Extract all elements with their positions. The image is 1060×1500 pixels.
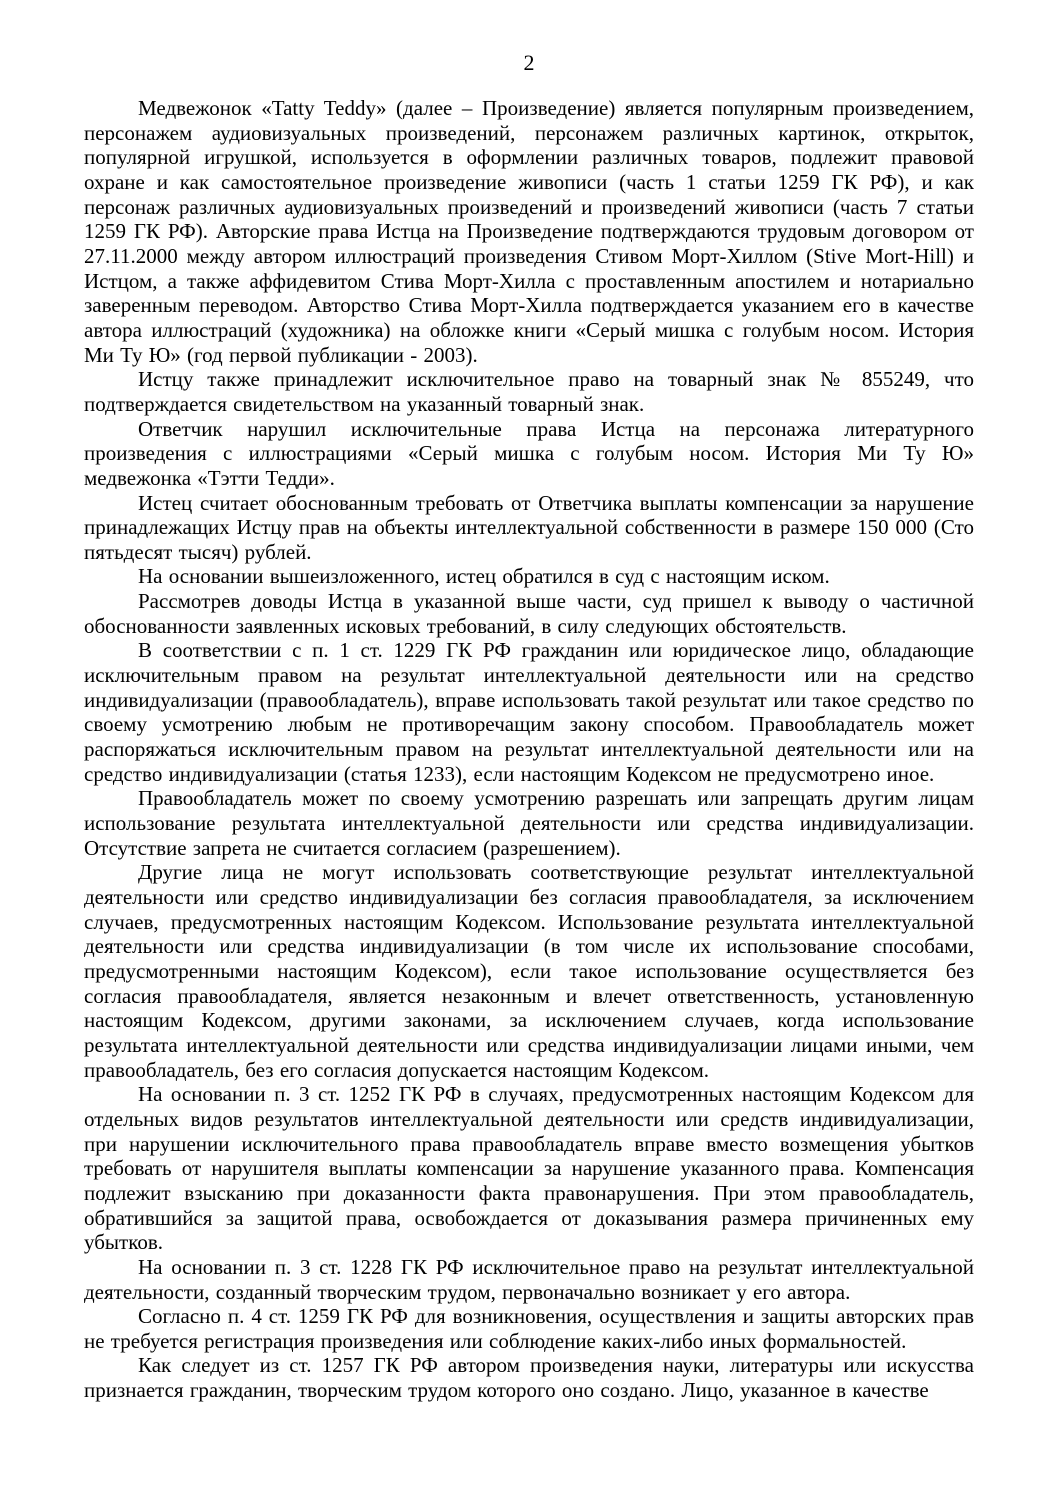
paragraph-lawsuit-filed: На основании вышеизложенного, истец обратился в суд с настоящим иском. bbox=[138, 564, 830, 589]
paragraph-intro-tatty-teddy: Медвежонок «Tatty Teddy» (далее – Произведение) является популярным произведением, персонажем аудиовизуальных произведений, персонажем различных картинок, открыток, популярной игрушкой, используется в оформлении различных товаров, подлежит правовой охране и как самостоятельное произведение живописи (часть 1 статьи 1259 ГК РФ), и как персонаж различных аудиовизуальных произведений и произведений живописи (часть 7 статьи 1259 ГК РФ). Авторские права Истца на Произведение подтверждаются трудовым договором от 27.11.2000 между автором иллюстраций произведения Стивом Морт-Хиллом (Stive Mort-Hill) и Истцом, а также аффидевитом Стива Морт-Хилла с проставленным апостилем и нотариально заверенным переводом. Авторство Стива Морт-Хилла подтверждается указанием его в качестве автора иллюстраций (художника) на обложке книги «Серый мишка с голубым носом. История Ми Ту Ю» (год первой публикации - 2003). bbox=[84, 96, 974, 367]
paragraph-art-1257: Как следует из ст. 1257 ГК РФ автором произведения науки, литературы или искусства признается гражданин, творческим трудом которого оно создано. Лицо, указанное в качестве bbox=[84, 1353, 974, 1403]
paragraph-art-1229: В соответствии с п. 1 ст. 1229 ГК РФ гражданин или юридическое лицо, обладающие исключительным правом на результат интеллектуальной деятельности или на средство индивидуализации (правообладатель), вправе использовать такой результат или такое средство по своему усмотрению любым не противоречащим закону способом. Правообладатель может распоряжаться исключительным правом на результат интеллектуальной деятельности или на средство индивидуализации (статья 1233), если настоящим Кодексом не предусмотрено иное. bbox=[84, 638, 974, 786]
paragraph-defendant-violation: Ответчик нарушил исключительные права Истца на персонажа литературного произведения с иллюстрациями «Серый мишка с голубым носом. История Ми Ту Ю» медвежонка «Тэтти Тедди». bbox=[84, 416, 974, 490]
paragraph-art-1228: На основании п. 3 ст. 1228 ГК РФ исключительное право на результат интеллектуальной деятельности, созданный творческим трудом, первоначально возникает у его автора. bbox=[84, 1254, 974, 1304]
page-number: 2 bbox=[523, 50, 535, 75]
paragraph-other-persons-use: Другие лица не могут использовать соответствующие результат интеллектуальной деятельности или средство индивидуализации без согласия правообладателя, за исключением случаев, предусмотренных настоящим Кодексом. Использование результата интеллектуальной деятельности или средства индивидуализации (в том числе их использование способами, предусмотренными настоящим Кодексом), если такое использование осуществляется без согласия правообладателя, является незаконным и влечет ответственность, установленную настоящим Кодексом, другими законами, за исключением случаев, когда использование результата интеллектуальной деятельности или средства индивидуализации лицами иными, чем правообладатель, без его согласия допускается настоящим Кодексом. bbox=[84, 860, 974, 1082]
paragraph-trademark-855249: Истцу также принадлежит исключительное право на товарный знак № 855249, что подтверждается свидетельством на указанный товарный знак. bbox=[84, 367, 974, 416]
paragraph-court-conclusion: Рассмотрев доводы Истца в указанной выше части, суд пришел к выводу о частичной обоснованности заявленных исковых требований, в силу следующих обстоятельств. bbox=[84, 589, 974, 638]
paragraph-compensation-claim: Истец считает обоснованным требовать от Ответчика выплаты компенсации за нарушение принадлежащих Истцу прав на объекты интеллектуальной собственности в размере 150 000 (Сто пятьдесят тысяч) рублей. bbox=[84, 490, 974, 564]
paragraph-rightholder-permission: Правообладатель может по своему усмотрению разрешать или запрещать другим лицам использование результата интеллектуальной деятельности или средства индивидуализации. Отсутствие запрета не считается согласием (разрешением). bbox=[84, 786, 974, 860]
paragraph-art-1252: На основании п. 3 ст. 1252 ГК РФ в случаях, предусмотренных настоящим Кодексом для отдельных видов результатов интеллектуальной деятельности или средств индивидуализации, при нарушении исключительного права правообладатель вправе вместо возмещения убытков требовать от нарушителя выплаты компенсации за нарушение указанного права. Компенсация подлежит взысканию при доказанности факта правонарушения. При этом правообладатель, обратившийся за защитой права, освобождается от доказывания размера причиненных ему убытков. bbox=[84, 1082, 974, 1255]
document-body bbox=[84, 96, 974, 1403]
paragraph-art-1259: Согласно п. 4 ст. 1259 ГК РФ для возникновения, осуществления и защиты авторских прав не требуется регистрация произведения или соблюдение каких-либо иных формальностей. bbox=[84, 1304, 974, 1353]
